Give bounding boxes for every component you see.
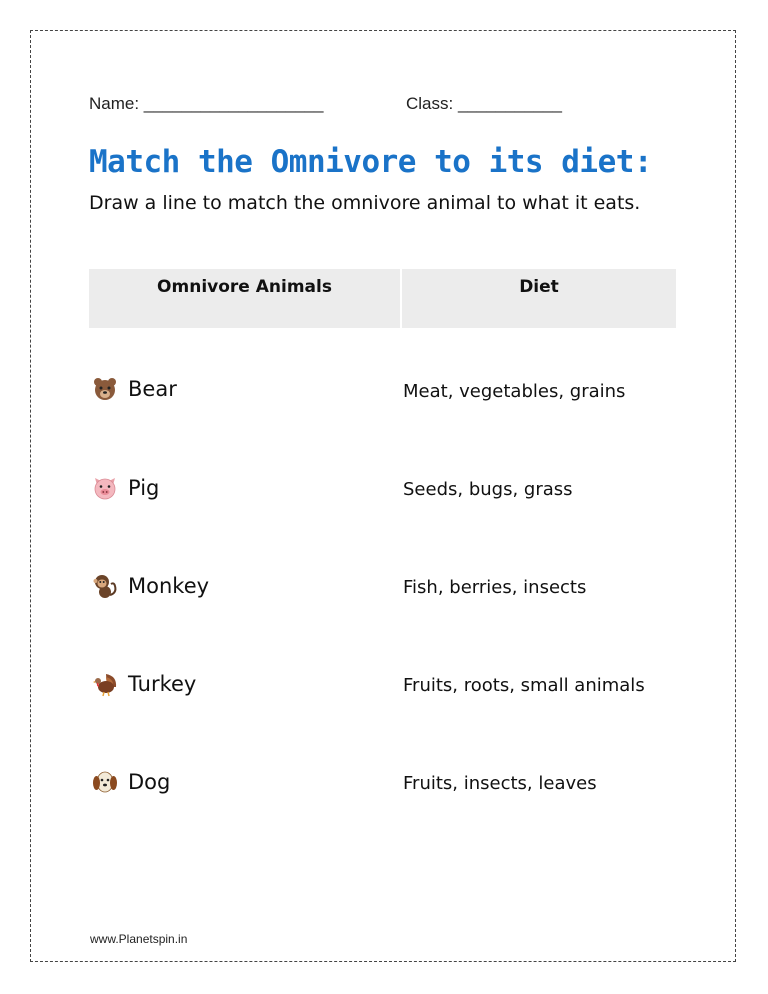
diet-item[interactable]: Meat, vegetables, grains (403, 381, 626, 402)
animal-item-turkey[interactable] (92, 669, 196, 699)
worksheet-title: Match the Omnivore to its diet: (89, 144, 653, 180)
monkey-icon (92, 573, 118, 599)
diet-item[interactable]: Fish, berries, insects (403, 577, 587, 598)
instruction-text: Draw a line to match the omnivore animal to what it eats. (89, 192, 641, 214)
dog-face-icon (92, 769, 118, 795)
column-header-diet: Diet (402, 269, 676, 328)
animal-name: Turkey (128, 672, 197, 696)
animal-item-bear[interactable] (92, 374, 177, 404)
animal-name: Pig (128, 476, 160, 500)
class-field-label: Class: ___________ (406, 94, 562, 113)
diet-item[interactable]: Fruits, insects, leaves (403, 773, 597, 794)
column-header-animals: Omnivore Animals (89, 269, 400, 328)
diet-item[interactable]: Seeds, bugs, grass (403, 479, 573, 500)
animal-name: Bear (128, 377, 177, 401)
table-header (89, 269, 676, 328)
diet-item[interactable]: Fruits, roots, small animals (403, 675, 645, 696)
pig-face-icon (92, 475, 118, 501)
name-field-label: Name: ___________________ (89, 94, 324, 113)
animal-item-dog[interactable] (92, 767, 170, 797)
animal-name: Dog (128, 770, 171, 794)
turkey-icon (92, 671, 118, 697)
bear-face-icon (92, 376, 118, 402)
animal-name: Monkey (128, 574, 210, 598)
animal-item-pig[interactable] (92, 473, 159, 503)
animal-item-monkey[interactable] (92, 571, 209, 601)
footer-website: www.Planetspin.in (90, 932, 188, 946)
